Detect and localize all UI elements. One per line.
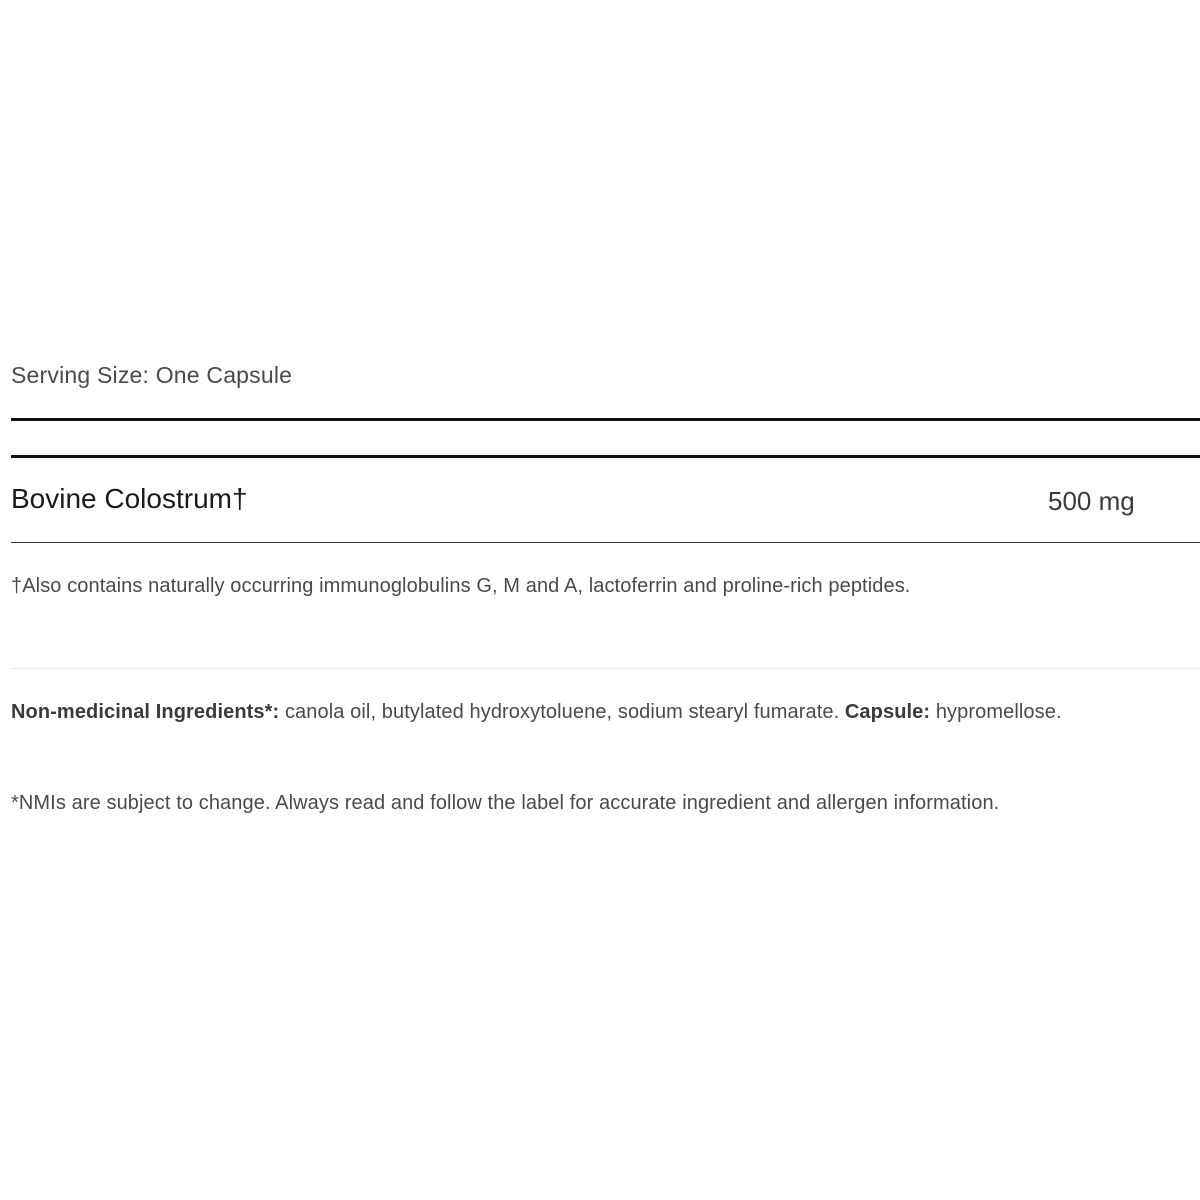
ingredient-footnote: †Also contains naturally occurring immunoglobulins G, M and A, lactoferrin and proline-rich peptides. [11, 575, 911, 597]
thick-divider-bottom [11, 455, 1200, 458]
serving-size-value: One Capsule [155, 362, 293, 388]
non-medicinal-text: canola oil, butylated hydroxytoluene, sodium stearyl fumarate. [279, 701, 845, 723]
ingredient-amount: 500 mg [1048, 486, 1135, 516]
ingredient-divider [11, 542, 1200, 543]
capsule-label: Capsule: [844, 701, 931, 723]
nmi-disclaimer: *NMIs are subject to change. Always read and follow the label for accurate ingredient and allergen information. [11, 792, 1000, 814]
serving-size-separator: : [142, 362, 156, 388]
capsule-text: hypromellose. [930, 701, 1062, 723]
ingredient-name: Bovine Colostrum† [11, 483, 248, 514]
non-medicinal-label: Non-medicinal Ingredients*: [11, 701, 280, 723]
serving-size-label: Serving Size [11, 362, 143, 388]
non-medicinal-ingredients [11, 701, 1062, 724]
section-divider [11, 668, 1200, 669]
thick-divider-top [11, 418, 1200, 421]
serving-size [11, 362, 292, 389]
